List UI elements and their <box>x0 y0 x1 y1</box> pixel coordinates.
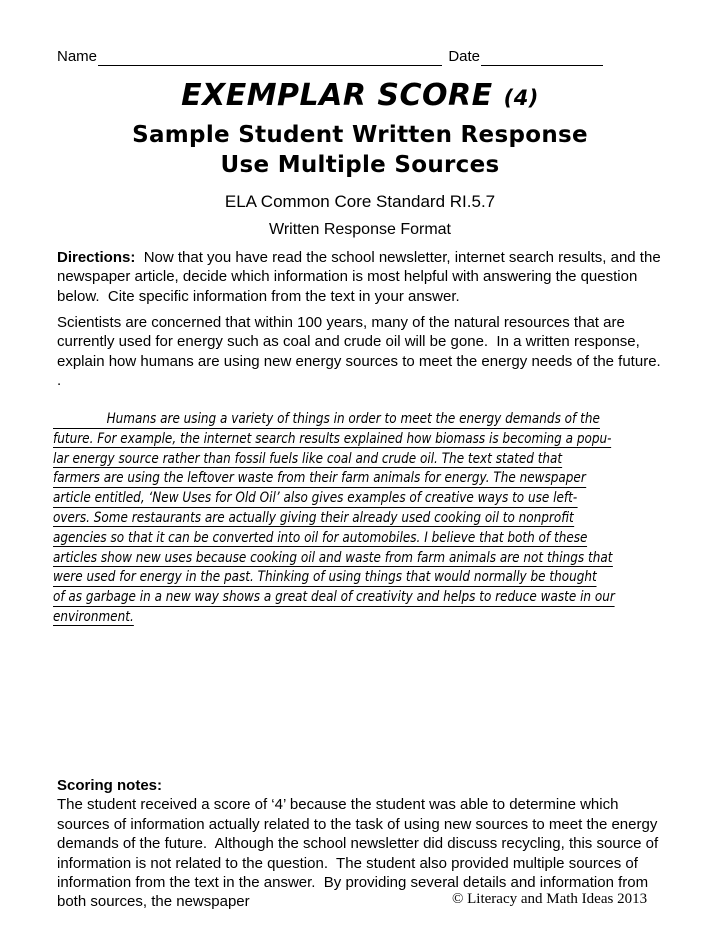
copyright-notice: © Literacy and Math Ideas 2013 <box>452 891 648 907</box>
response-line: environment. <box>53 608 134 625</box>
response-line: were used for energy in the past. Thinking of using things that would normally be thought <box>53 569 597 586</box>
response-line: articles show new uses because cooking oil and waste from farm animals are not things that <box>53 549 613 566</box>
directions-text: Now that you have read the school newsletter, internet search results, and the newspaper article, decide which information is most helpful with answering the question below. Cite specific information from the text in your answer. <box>57 249 665 305</box>
subtitle-use-multiple-sources: Use Multiple Sources <box>220 152 500 178</box>
document-header <box>0 78 720 239</box>
prompt-paragraph <box>57 313 671 391</box>
page-title <box>0 78 720 113</box>
response-line: lar energy source rather than fossil fuels like coal and crude oil. The text stated that <box>53 450 563 467</box>
directions-label: Directions: <box>57 249 136 266</box>
response-line: of as garbage in a new way shows a great deal of creativity and helps to reduce waste in our <box>53 589 615 606</box>
directions-paragraph <box>57 248 671 306</box>
page-title-text: EXEMPLAR SCORE <box>181 78 493 113</box>
scoring-notes-text: The student received a score of ‘4’ because the student was able to determine which sources of information actually related to the task of using new sources to meet the energy demands of the future. Although the school newsletter did discuss recycling, this source of information is not related to the question. The student also provided multiple sources of information from the text in the answer. By providing several details and information from both sources, the newspaper <box>57 796 663 911</box>
response-line: Humans are using a variety of things in order to meet the energy demands of the <box>53 410 715 430</box>
scoring-notes-label: Scoring notes: <box>57 777 163 794</box>
response-line: farmers are using the leftover waste from their farm animals for energy. The newspaper <box>53 470 586 487</box>
standard-label: ELA Common Core Standard RI.5.7 <box>224 192 496 211</box>
page-title-score: (4) <box>503 86 539 110</box>
response-line: overs. Some restaurants are actually giving their already used cooking oil to nonprofit <box>53 509 574 526</box>
subtitle-sample-response: Sample Student Written Response <box>132 122 588 148</box>
name-label: Name <box>57 48 98 65</box>
response-line: agencies so that it can be converted into oil for automobiles. I believe that both of these <box>53 529 588 546</box>
response-line: future. For example, the internet search results explained how biomass is becoming a popu- <box>53 430 612 447</box>
date-label: Date <box>448 48 480 65</box>
response-line: article entitled, ‘New Uses for Old Oil’ also gives examples of creative ways to use left- <box>53 490 578 507</box>
student-response-lines <box>53 410 715 628</box>
prompt-text: Scientists are concerned that within 100 years, many of the natural resources that are currently used for energy such as coal and crude oil will be gone. In a written response, explain how humans are using new energy sources to meet the energy needs of the future. <box>57 314 661 370</box>
name-blank-line <box>98 48 442 66</box>
name-date-row <box>57 48 603 66</box>
date-blank-line <box>481 48 603 66</box>
prompt-trailing-period: . <box>57 372 62 390</box>
student-response <box>53 410 720 628</box>
format-label: Written Response Format <box>269 221 451 238</box>
